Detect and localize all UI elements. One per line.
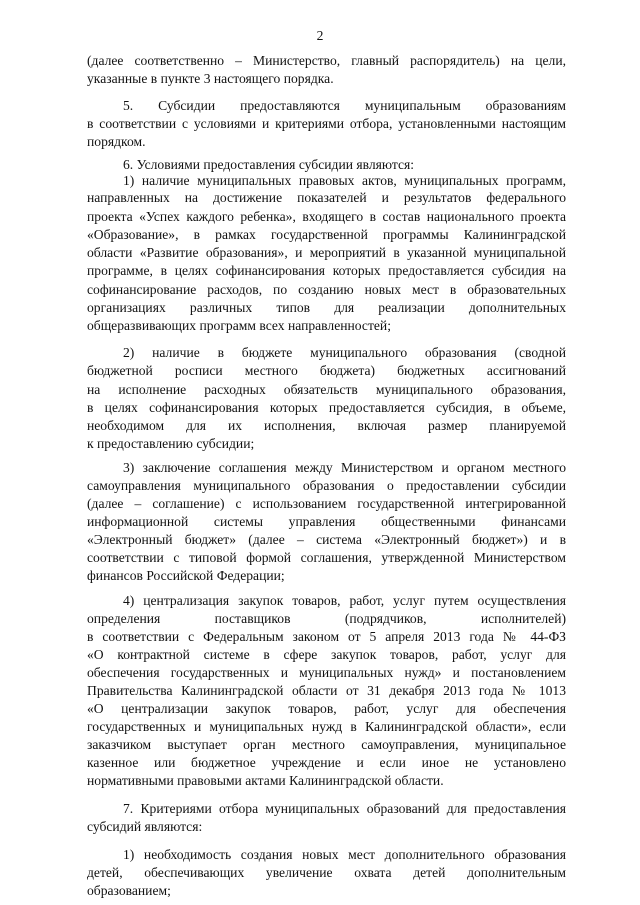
text-line: области «Развитие образования», и мероприятий в указанной муниципальной [87, 245, 566, 260]
text-line: 2) наличие в бюджете муниципального образования (сводной [123, 345, 566, 360]
text-line: финансов Российской Федерации; [87, 568, 285, 583]
text-line: заказчиком выступает орган местного самоуправления, муниципальное [87, 737, 566, 752]
text-line: 1) необходимость создания новых мест дополнительного образования [123, 847, 566, 862]
text-line: указанные в пункте 3 настоящего порядка. [87, 71, 334, 86]
text-line: 5. Субсидии предоставляются муниципальным образованиям [123, 98, 566, 113]
text-line: казенное или бюджетное учреждение и если иное не установлено [87, 755, 566, 770]
text-line: проекта «Успех каждого ребенка», входящего в состав национального проекта [87, 209, 566, 224]
text-line: в соответствии с Федеральным законом от 5 апреля 2013 года № 44-ФЗ [87, 629, 566, 644]
text-line: бюджетной росписи местного бюджета) бюджетных ассигнований [87, 363, 566, 378]
text-line: в соответствии с условиями и критериями отбора, установленными настоящим [87, 116, 566, 131]
text-line: самоуправления муниципального образования о предоставлении субсидии [87, 478, 566, 493]
text-line: направленных на достижение показателей и результатов федерального [87, 190, 566, 205]
text-line: «Электронный бюджет» (далее – система «Электронный бюджет») и в [87, 532, 566, 547]
text-line: на исполнение расходных обязательств муниципального образования, [87, 382, 566, 397]
text-line: 7. Критериями отбора муниципальных образований для предоставления [123, 801, 566, 816]
text-line: субсидий являются: [87, 819, 203, 834]
text-line: информационной системы управления общественными финансами [87, 514, 566, 529]
text-line: «О контрактной системе в сфере закупок товаров, работ, услуг для [87, 647, 566, 662]
text-line: общеразвивающих программ всех направленностей; [87, 318, 391, 333]
text-line: порядком. [87, 134, 146, 149]
page-number: 2 [316, 28, 324, 43]
text-line: необходимом для их исполнения, включая размер планируемой [87, 418, 566, 433]
text-line: образованием; [87, 883, 171, 898]
text-line: к предоставлению субсидии; [87, 436, 255, 451]
text-line: 3) заключение соглашения между Министерством и органом местного [123, 460, 566, 475]
text-line: программе, в целях софинансирования которых предоставляется субсидия на [87, 263, 566, 278]
text-line: (далее – соглашение) с использованием государственной интегрированной [87, 496, 566, 511]
text-line: детей, обеспечивающих увеличение охвата детей дополнительным [87, 865, 566, 880]
text-line: софинансирование расходов, по созданию новых мест в образовательных [87, 282, 566, 297]
text-line: «О централизации закупок товаров, работ, услуг для обеспечения [87, 701, 566, 716]
text-line: «Образование», в рамках государственной программы Калининградской [87, 227, 566, 242]
text-line: обеспечения государственных и муниципальных нужд» и постановлением [87, 665, 566, 680]
text-line: нормативными правовыми актами Калининградской области. [87, 773, 444, 788]
text-line: Правительства Калининградской области от 31 декабря 2013 года № 1013 [87, 683, 566, 698]
text-line: определения поставщиков (подрядчиков, исполнителей) [87, 611, 566, 626]
text-line: организациях различных типов для реализации дополнительных [87, 300, 566, 315]
text-line: 4) централизация закупок товаров, работ, услуг путем осуществления [123, 593, 566, 608]
text-line: (далее соответственно – Министерство, главный распорядитель) на цели, [87, 53, 566, 68]
text-line: соответствии с типовой формой соглашения, утвержденной Министерством [87, 550, 566, 565]
text-line: государственных и муниципальных нужд в Калининградской области», если [87, 719, 566, 734]
text-line: 1) наличие муниципальных правовых актов, муниципальных программ, [123, 173, 566, 188]
text-line: 6. Условиями предоставления субсидии являются: [123, 157, 415, 172]
text-line: в целях софинансирования которых предоставляется субсидия, в объеме, [87, 400, 566, 415]
